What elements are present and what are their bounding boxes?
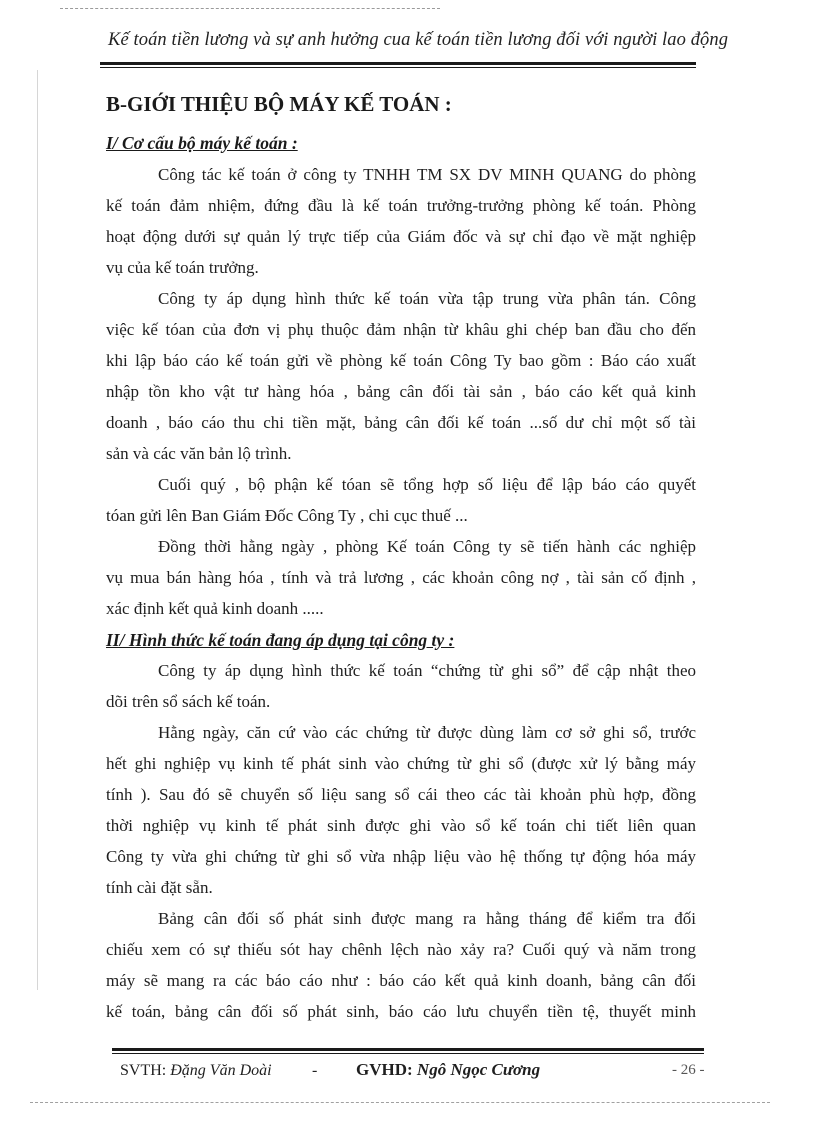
paragraph-line: khi lập báo cáo kế toán gửi về phòng kế toán Công Ty bao gồm : Báo cáo xuất: [106, 351, 696, 370]
paragraph-line: máy sẽ mang ra các báo cáo như : báo cáo kết quả kinh doanh, bảng cân đối: [106, 971, 696, 990]
scan-dash-top: [60, 8, 440, 9]
header-rule-thin: [100, 67, 696, 68]
paragraph-line: Cuối quý , bộ phận kế tóan sẽ tổng hợp số liệu để lập báo cáo quyết: [158, 475, 696, 494]
scan-dash-bottom: [30, 1102, 770, 1103]
paragraph-line: Công ty áp dụng hình thức kế toán “chứng từ ghi sổ” để cập nhật theo: [158, 661, 696, 680]
paragraph-line: vụ mua bán hàng hóa , tính và trả lương , các khoản công nợ , tài sản cố định ,: [106, 568, 696, 587]
paragraph-line: vụ của kế toán trưởng.: [106, 258, 259, 277]
footer-student-name: Đặng Văn Doài: [170, 1062, 272, 1079]
paragraph-line: Công ty áp dụng hình thức kế toán vừa tập trung vừa phân tán. Công: [158, 289, 696, 308]
paragraph-line: thời nghiệp vụ kinh tế phát sinh được ghi vào sổ kế toán chi tiết liên quan: [106, 816, 696, 835]
section-title: B-GIỚI THIỆU BỘ MÁY KẾ TOÁN :: [106, 92, 452, 116]
footer-advisor-name: Ngô Ngọc Cương: [416, 1060, 541, 1079]
paragraph-line: tính cài đặt sẵn.: [106, 878, 213, 897]
scan-edge-left: [37, 70, 38, 990]
paragraph-line: kế toán, bảng cân đối số phát sinh, báo cáo lưu chuyển tiền tệ, thuyết minh: [106, 1002, 696, 1021]
paragraph-line: Đồng thời hằng ngày , phòng Kế toán Công ty sẽ tiến hành các nghiệp: [158, 537, 696, 556]
paragraph-line: chiếu xem có sự thiếu sót hay chênh lệch nào xảy ra? Cuối quý và năm trong: [106, 940, 696, 959]
running-header: Kế toán tiền lương và sự anh hưởng cua kế toán tiền lương đối với người lao động: [108, 30, 729, 50]
paragraph-line: doanh , báo cáo thu chi tiền mặt, bảng cân đối kế toán ...số dư chỉ một số tài: [106, 413, 696, 432]
paragraph-line: nhập tồn kho vật tư hàng hóa , bảng cân đối tài sản , báo cáo kết quả kinh: [106, 382, 696, 401]
paragraph-line: Công ty vừa ghi chứng từ ghi sổ vừa nhập liệu vào hệ thống tự động hóa máy: [106, 847, 696, 866]
footer-separator: -: [312, 1062, 318, 1079]
footer-rule: [112, 1048, 704, 1051]
paragraph-line: kế toán đảm nhiệm, đứng đầu là kế toán trưởng-trưởng phòng kế toán. Phòng: [106, 196, 696, 215]
paragraph-line: tóan gửi lên Ban Giám Đốc Công Ty , chi cục thuế ...: [106, 506, 468, 525]
footer-advisor-label: GVHD:: [356, 1060, 413, 1079]
paragraph-line: tính ). Sau đó sẽ chuyển số liệu sang sổ cái theo các tài khoản phù hợp, đồng: [106, 785, 696, 804]
paragraph-line: Hằng ngày, căn cứ vào các chứng từ được dùng làm cơ sở ghi sổ, trước: [158, 723, 696, 742]
footer-student: [120, 1062, 272, 1080]
paragraph-line: Công tác kế toán ở công ty TNHH TM SX DV MINH QUANG do phòng: [158, 165, 696, 184]
paragraph-line: dõi trên sổ sách kế toán.: [106, 692, 271, 711]
paragraph-line: Bảng cân đối số phát sinh được mang ra hằng tháng để kiểm tra đối: [158, 909, 696, 928]
paragraph-line: sản và các văn bản lộ trình.: [106, 444, 292, 463]
paragraph-line: xác định kết quả kinh doanh .....: [106, 599, 324, 618]
page-number: - 26 -: [672, 1062, 705, 1078]
paragraph-line: việc kế tóan của đơn vị phụ thuộc đảm nhận từ khâu ghi chép ban đầu cho đến: [106, 320, 696, 339]
footer-rule-thin: [112, 1053, 704, 1054]
header-rule: [100, 62, 696, 65]
footer-advisor: [356, 1060, 540, 1080]
paragraph-line: hết ghi nghiệp vụ kinh tế phát sinh vào chứng từ ghi sổ (được xử lý bằng máy: [106, 754, 696, 773]
paragraph-line: hoạt động dưới sự quản lý trực tiếp của Giám đốc và sự chỉ đạo về mặt nghiệp: [106, 227, 696, 246]
subsection-title-method: II/ Hình thức kế toán đang áp dụng tại công ty :: [106, 630, 455, 650]
subsection-title-structure: I/ Cơ cấu bộ máy kế toán :: [106, 133, 298, 153]
footer-student-label: SVTH:: [120, 1062, 167, 1079]
